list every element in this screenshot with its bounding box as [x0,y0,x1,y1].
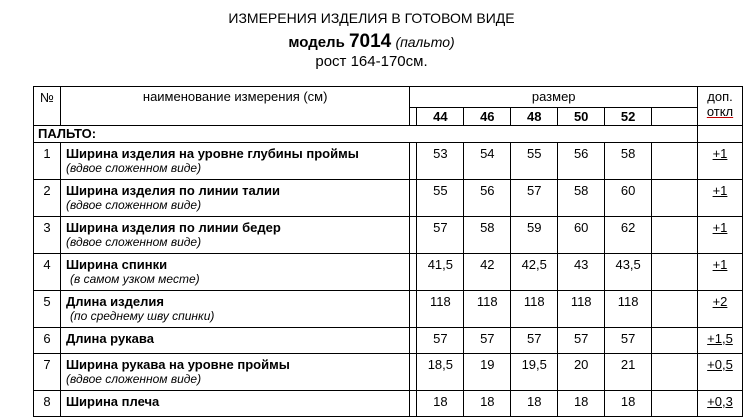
value-50: 56 [558,143,605,180]
value-52: 57 [605,328,652,354]
spacer-cell [652,108,698,126]
value-50: 20 [558,354,605,391]
value-48: 18 [511,391,558,417]
value-46: 58 [464,217,511,254]
header-name: наименование измерения (см) [60,87,409,126]
tolerance-cell [698,328,743,354]
table-row [34,217,743,254]
table-row [34,180,743,217]
spacer-cell [652,291,698,328]
value-50: 118 [558,291,605,328]
value-48: 118 [511,291,558,328]
section-label: ПАЛЬТО: [34,126,698,143]
table-row [34,391,743,417]
row-note: (в самом узком месте) [69,272,200,286]
tolerance-value: +1,5 [707,331,733,346]
row-name: Ширина изделия на уровне глубины проймы [65,146,359,161]
value-44: 53 [417,143,464,180]
table-row [34,328,743,354]
model-line [0,31,743,53]
value-52: 18 [605,391,652,417]
value-44: 18 [417,391,464,417]
table-row [34,254,743,291]
value-48: 57 [511,328,558,354]
table-row [34,143,743,180]
spacer-cell [652,143,698,180]
row-name-cell [60,354,409,391]
value-48: 59 [511,217,558,254]
spacer-cell [652,328,698,354]
header-size: размер [410,87,698,108]
row-number: 3 [34,217,61,254]
value-50: 18 [558,391,605,417]
tolerance-value: +0,5 [707,357,733,372]
size-44: 44 [417,108,464,126]
header-number: № [34,87,61,126]
row-name: Ширина плеча [65,394,160,409]
value-44: 57 [417,328,464,354]
tolerance-value: +0,3 [707,394,733,409]
value-44: 118 [417,291,464,328]
row-name-cell [60,391,409,417]
value-46: 56 [464,180,511,217]
tolerance-value: +1 [712,146,728,161]
value-48: 19,5 [511,354,558,391]
size-50: 50 [558,108,605,126]
row-note: (вдвое сложенном виде) [65,198,202,212]
spacer-cell [410,217,417,254]
row-note: (вдвое сложенном виде) [65,161,202,175]
row-number: 1 [34,143,61,180]
row-name-cell [60,143,409,180]
spacer-cell [410,143,417,180]
spacer-cell [410,291,417,328]
tolerance-value: +1 [712,183,728,198]
spacer-cell [652,180,698,217]
spacer-cell [410,328,417,354]
value-46: 19 [464,354,511,391]
value-44: 57 [417,217,464,254]
row-name: Ширина изделия по линии бедер [65,220,281,235]
row-number: 2 [34,180,61,217]
header-row [34,87,743,108]
tolerance-cell [698,180,743,217]
row-number: 6 [34,328,61,354]
model-number: 7014 [348,31,392,52]
value-46: 118 [464,291,511,328]
tolerance-cell [698,391,743,417]
tolerance-value: +1 [712,220,728,235]
row-note: (вдвое сложенном виде) [65,235,202,249]
row-name: Длина рукава [65,331,154,346]
row-number: 8 [34,391,61,417]
row-number: 7 [34,354,61,391]
value-52: 118 [605,291,652,328]
header-tolerance [698,87,743,126]
row-name-cell [60,180,409,217]
model-type: (пальто) [395,34,455,50]
section-tolerance-cell [698,126,743,143]
spacer-cell [652,217,698,254]
value-50: 60 [558,217,605,254]
row-name-cell [60,254,409,291]
value-52: 21 [605,354,652,391]
value-46: 42 [464,254,511,291]
value-50: 58 [558,180,605,217]
header-tolerance-line1: доп. [707,89,733,104]
measurements-table [33,86,743,417]
row-name-cell [60,328,409,354]
height-range: рост 164-170см. [315,53,428,70]
tolerance-value: +1 [712,257,728,272]
value-46: 18 [464,391,511,417]
row-name: Длина изделия [65,294,164,309]
value-52: 43,5 [605,254,652,291]
table-row [34,354,743,391]
tolerance-cell [698,143,743,180]
value-48: 55 [511,143,558,180]
row-note: (вдвое сложенном виде) [65,372,202,386]
spacer-cell [652,254,698,291]
tolerance-cell [698,217,743,254]
value-48: 42,5 [511,254,558,291]
row-number: 4 [34,254,61,291]
spacer-cell [410,391,417,417]
table-row [34,291,743,328]
value-52: 58 [605,143,652,180]
spacer-cell [410,108,417,126]
spacer-cell [652,354,698,391]
value-46: 54 [464,143,511,180]
section-row [34,126,743,143]
row-name-cell [60,291,409,328]
size-46: 46 [464,108,511,126]
size-52: 52 [605,108,652,126]
value-44: 41,5 [417,254,464,291]
row-name: Ширина изделия по линии талии [65,183,280,198]
tolerance-cell [698,291,743,328]
value-52: 60 [605,180,652,217]
value-48: 57 [511,180,558,217]
row-name-cell [60,217,409,254]
value-50: 43 [558,254,605,291]
model-label: модель [288,34,345,51]
spacer-cell [410,180,417,217]
spacer-cell [410,354,417,391]
row-name: Ширина рукава на уровне проймы [65,357,290,372]
tolerance-cell [698,354,743,391]
tolerance-cell [698,254,743,291]
row-name: Ширина спинки [65,257,168,272]
row-note: (по среднему шву спинки) [69,309,215,323]
value-50: 57 [558,328,605,354]
document-title: ИЗМЕРЕНИЯ ИЗДЕЛИЯ В ГОТОВОМ ВИДЕ [228,10,515,26]
size-48: 48 [511,108,558,126]
spacer-cell [652,391,698,417]
header-tolerance-line2: откл [706,104,734,119]
value-46: 57 [464,328,511,354]
row-number: 5 [34,291,61,328]
tolerance-value: +2 [712,294,728,309]
value-52: 62 [605,217,652,254]
value-44: 55 [417,180,464,217]
spacer-cell [410,254,417,291]
value-44: 18,5 [417,354,464,391]
